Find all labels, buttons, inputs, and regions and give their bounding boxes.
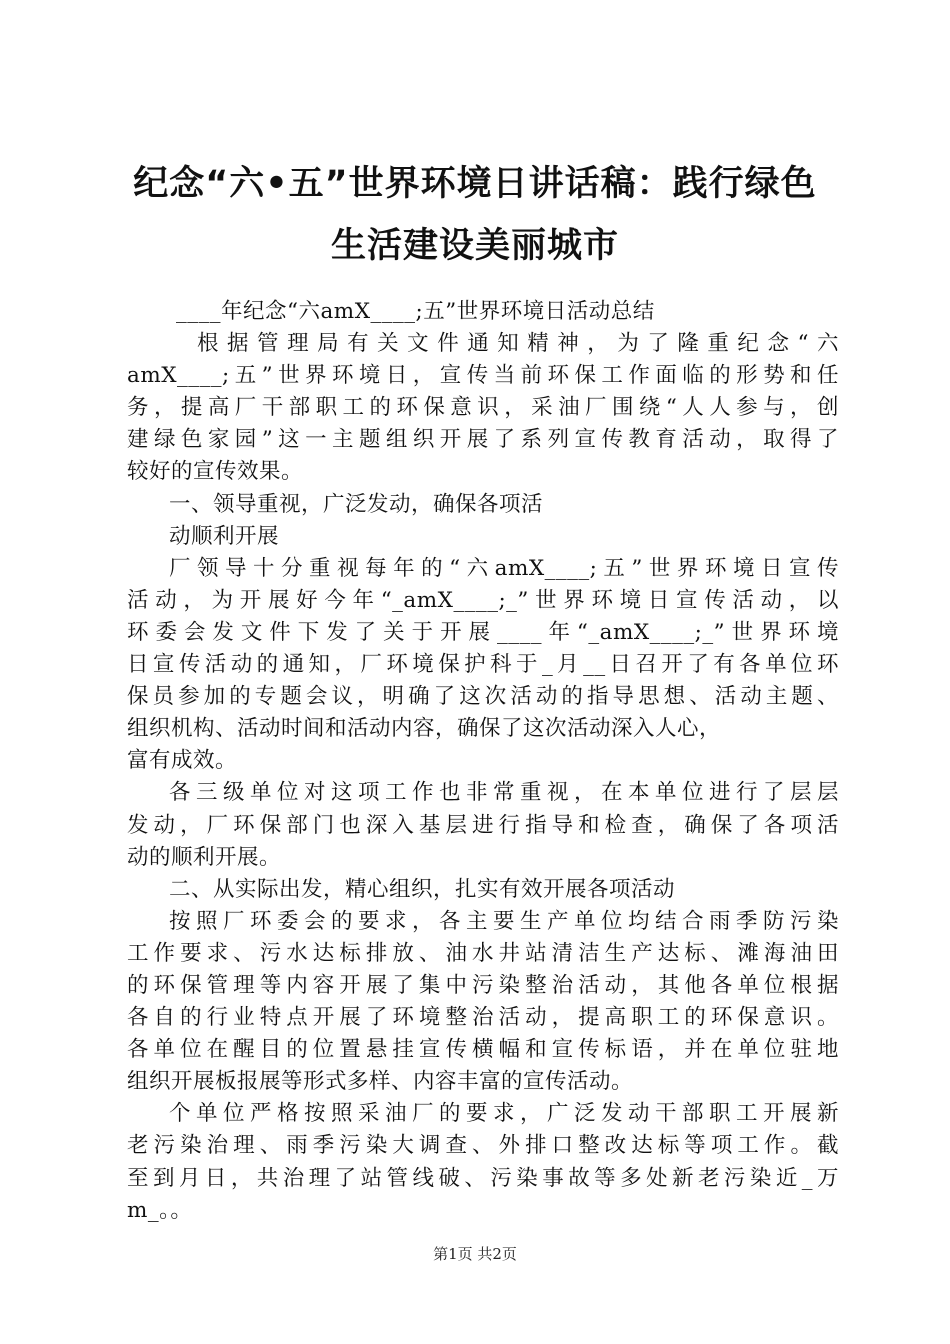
paragraph-line: 较好的宣传效果。 [127, 459, 304, 485]
paragraph-line: 组织开展板报展等形式多样、内容丰富的宣传活动。 [127, 1069, 634, 1095]
paragraph-line: 活动，为开展好今年“_amX____;_”世界环境日宣传活动，以 [127, 587, 839, 613]
section-heading-line: 二、从实际出发，精心组织，扎实有效开展各项活动 [169, 876, 676, 902]
paragraph-line: m_。。 [127, 1197, 193, 1223]
subtitle-line: ____年纪念“六amX____;五”世界环境日活动总结 [176, 299, 655, 324]
paragraph-line: 个单位严格按照采油厂的要求，广泛发动干部职工开展新 [169, 1101, 839, 1127]
document-title-line-1: 纪念“六•五”世界环境日讲话稿：践行绿色 [133, 164, 817, 204]
paragraph-line: 保员参加的专题会议，明确了这次活动的指导思想、活动主题、 [127, 684, 839, 710]
paragraph-line: 各单位在醒目的位置悬挂宣传横幅和宣传标语，并在单位驻地 [127, 1037, 839, 1063]
paragraph-line: 日宣传活动的通知，厂环境保护科于_月__日召开了有各单位环 [127, 652, 839, 678]
paragraph-line: 组织机构、活动时间和活动内容，确保了这次活动深入人心， [127, 716, 722, 742]
section-heading-line: 一、领导重视，广泛发动，确保各项活 [169, 491, 544, 517]
paragraph-line: amX____;五”世界环境日，宣传当前环保工作面临的形势和任 [127, 363, 839, 389]
paragraph-line: 发动，厂环保部门也深入基层进行指导和检查，确保了各项活 [127, 812, 839, 838]
paragraph-line: 务，提高厂干部职工的环保意识，采油厂围绕“人人参与，创 [127, 395, 839, 421]
paragraph-line: 按照厂环委会的要求，各主要生产单位均结合雨季防污染 [169, 908, 839, 934]
document-title-line-2: 生活建设美丽城市 [330, 226, 619, 266]
document-body [127, 296, 839, 1227]
paragraph-line: 工作要求、污水达标排放、油水井站清洁生产达标、滩海油田 [127, 940, 839, 966]
paragraph-line: 至到月日，共治理了站管线破、污染事故等多处新老污染近_万 [127, 1165, 839, 1191]
paragraph-line: 动的顺利开展。 [127, 844, 282, 870]
paragraph-line: 建绿色家园”这一主题组织开展了系列宣传教育活动，取得了 [127, 427, 839, 453]
paragraph-line: 根据管理局有关文件通知精神，为了隆重纪念“六 [197, 331, 839, 357]
paragraph-line: 富有成效。 [127, 748, 238, 774]
paragraph-line: 老污染治理、雨季污染大调查、外排口整改达标等项工作。截 [127, 1133, 839, 1159]
paragraph-line: 的环保管理等内容开展了集中污染整治活动，其他各单位根据 [127, 972, 839, 998]
paragraph-line: 环委会发文件下发了关于开展____年“_amX____;_”世界环境 [127, 619, 839, 645]
paragraph-line: 各三级单位对这项工作也非常重视，在本单位进行了层层 [169, 780, 839, 806]
section-heading-line: 动顺利开展 [169, 523, 280, 549]
page-number-footer: 第1页 共2页 [433, 1245, 517, 1263]
paragraph-line: 各自的行业特点开展了环境整治活动，提高职工的环保意识。 [127, 1005, 839, 1031]
paragraph-line: 厂领导十分重视每年的“六amX____;五”世界环境日宣传 [169, 555, 839, 581]
